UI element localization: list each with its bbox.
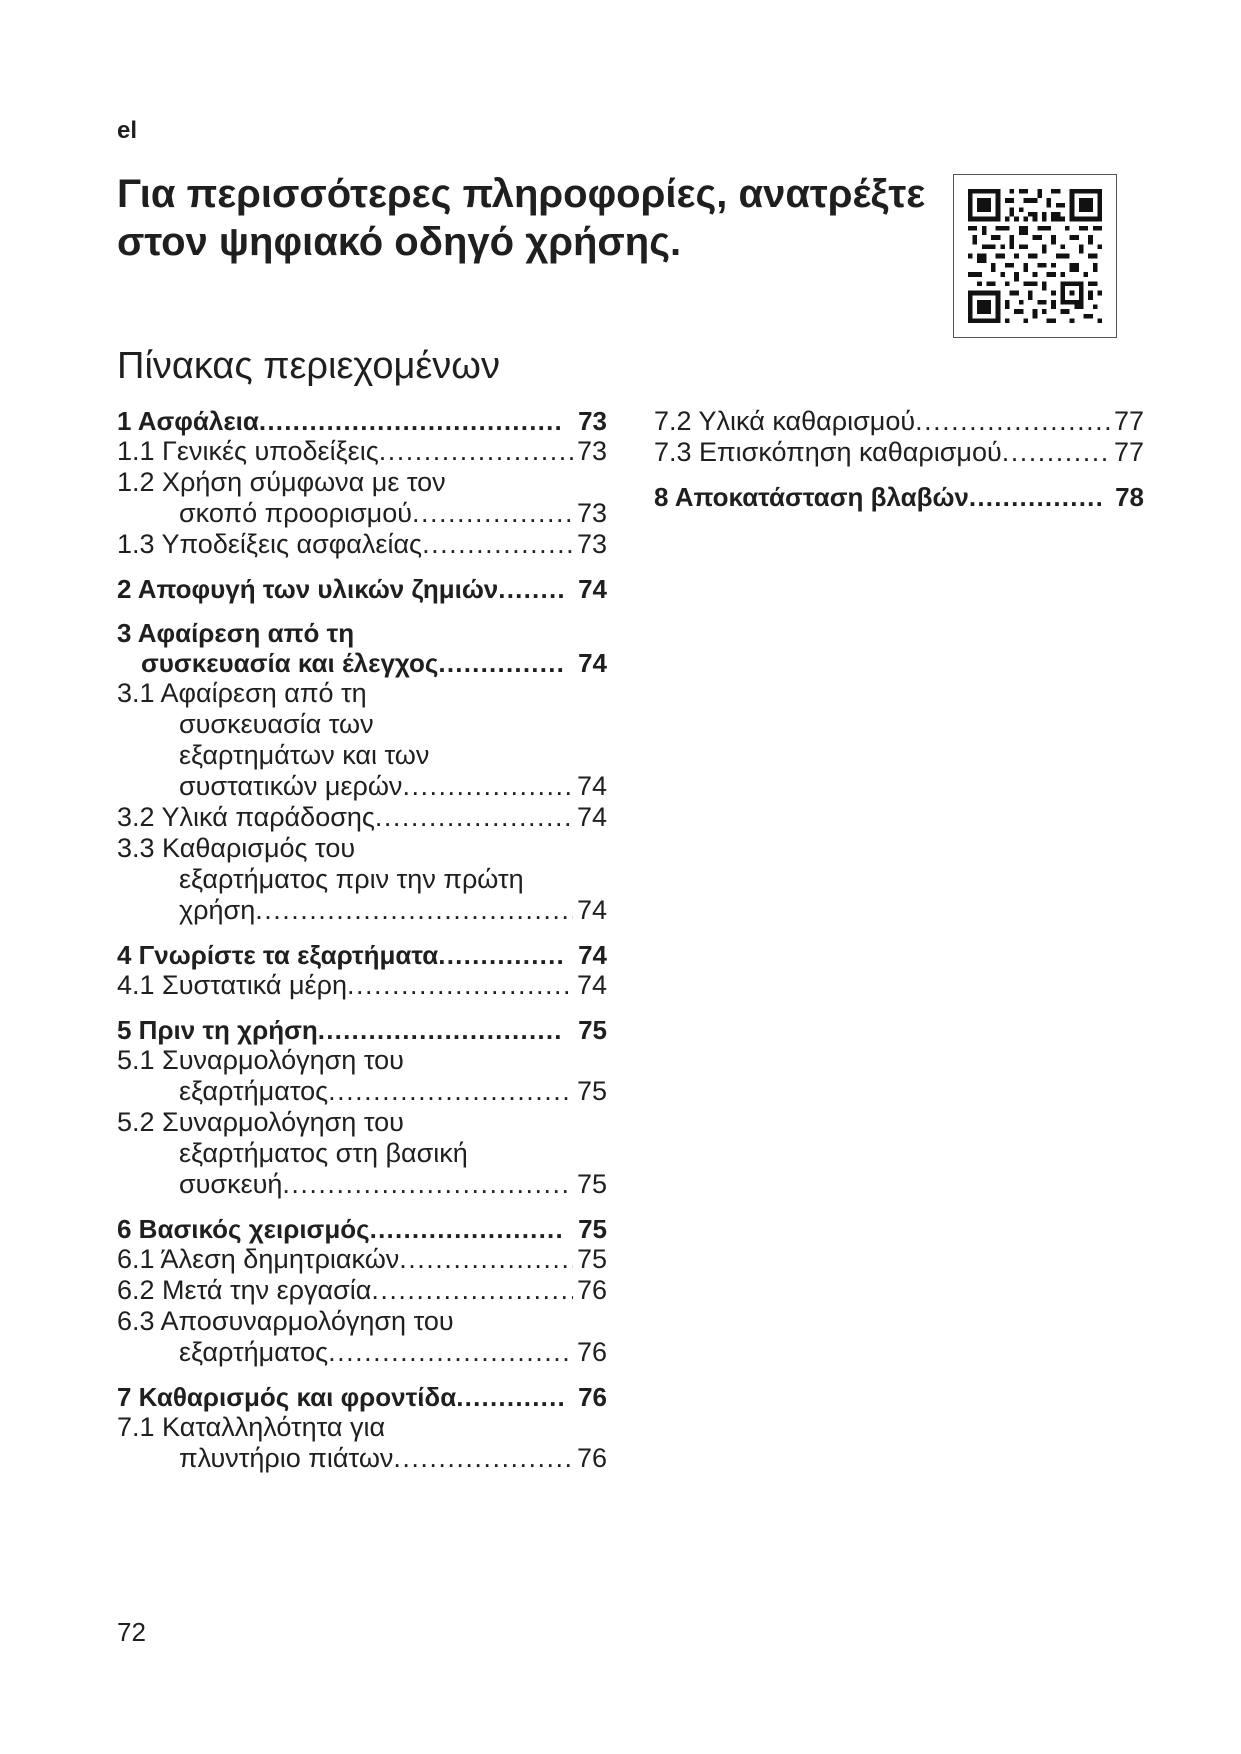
toc-page: 76 [578,1382,607,1412]
language-code: el [117,117,138,144]
toc-chapter [117,618,607,926]
toc-column-left [117,406,607,1488]
toc-chapter [117,1015,607,1200]
toc-section-entry[interactable]: 6.2 Μετά την εργασία . . . 76 [117,1275,607,1306]
toc-chapter [117,406,607,560]
toc-section-entry[interactable]: 3.1 Αφαίρεση από τη συσκευασία των εξαρτημάτων και των συστατικών μερών . . . 74 [117,678,607,802]
toc-page: 76 [576,1337,607,1367]
toc-section-entry[interactable]: 4.1 Συστατικά μέρη . . . 74 [117,970,607,1001]
toc-section-entry[interactable]: 1.3 Υποδείξεις ασφαλείας . . . 73 [117,529,607,560]
toc-section-entry[interactable]: 3.2 Υλικά παράδοσης . . . 74 [117,802,607,833]
toc-page: 78 [1115,482,1144,512]
toc-section-entry[interactable]: 7.3 Επισκόπηση καθαρισμού . . . 77 [654,437,1144,468]
qr-code-icon [968,189,1102,323]
toc-chapter [117,574,607,604]
toc-section-entry[interactable]: 7.1 Καταλληλότητα για πλυντήριο πιάτων . . . 76 [117,1412,607,1474]
toc-page: 75 [578,1015,607,1045]
toc-chapter-entry[interactable]: 3 Αφαίρεση από τη συσκευασία και έλεγχος . . . 74 [117,618,607,678]
toc-chapter-entry[interactable]: 1 Ασφάλεια . . . 73 [117,406,607,436]
toc-section-entry[interactable]: 5.1 Συναρμολόγηση του εξαρτήματος . . . 75 [117,1045,607,1107]
toc-section-entry[interactable]: 6.3 Αποσυναρμολόγηση του εξαρτήματος . . . 76 [117,1306,607,1368]
toc-chapter [117,940,607,1001]
toc-page: 73 [578,406,607,436]
toc-title: Πίνακας περιεχομένων [117,345,500,387]
toc-page: 74 [576,771,607,801]
toc-chapter [654,482,1144,512]
toc-section-entry[interactable]: 1.2 Χρήση σύμφωνα με τον σκοπό προορισμού . . . 73 [117,467,607,529]
toc-page: 74 [578,574,607,604]
toc-page: 77 [1113,406,1144,436]
toc-section-entry[interactable]: 3.3 Καθαρισμός του εξαρτήματος πριν την πρώτη χρήση . . . 74 [117,833,607,926]
toc-page: 74 [576,802,607,832]
toc-page: 76 [576,1275,607,1305]
toc-page: 77 [1113,437,1144,467]
toc-chapter-entry[interactable]: 5 Πριν τη χρήση . . . 75 [117,1015,607,1045]
toc-page: 74 [578,648,607,678]
toc-page: 74 [576,895,607,925]
toc-page: 73 [576,529,607,559]
toc-section-entry[interactable]: 1.1 Γενικές υποδείξεις . . . 73 [117,436,607,467]
toc-page: 76 [576,1443,607,1473]
toc-page: 75 [576,1169,607,1199]
toc-page: 75 [576,1244,607,1274]
digital-guide-headline: Για περισσότερες πληροφορίες, ανατρέξτε στον ψηφιακό οδηγό χρήσης. [117,172,926,264]
qr-code[interactable] [953,174,1117,338]
toc-chapter-entry[interactable]: 8 Αποκατάσταση βλαβών . . . 78 [654,482,1144,512]
toc-chapter [117,1214,607,1368]
toc-page: 74 [578,940,607,970]
toc-page: 73 [576,436,607,466]
toc-column-right [654,406,1144,526]
toc-chapter [117,1382,607,1474]
toc-section-entry[interactable]: 6.1 Άλεση δημητριακών . . . 75 [117,1244,607,1275]
toc-page: 74 [576,970,607,1000]
toc-chapter-entry[interactable]: 6 Βασικός χειρισμός . . . 75 [117,1214,607,1244]
toc-chapter-entry[interactable]: 7 Καθαρισμός και φροντίδα . . . 76 [117,1382,607,1412]
toc-page: 73 [576,498,607,528]
toc-section-entry[interactable]: 5.2 Συναρμολόγηση του εξαρτήματος στη βασική συσκευή . . . 75 [117,1107,607,1200]
toc-page: 75 [576,1076,607,1106]
toc-chapter-entry[interactable]: 4 Γνωρίστε τα εξαρτήματα . . . 74 [117,940,607,970]
page-number: 72 [117,1617,146,1647]
toc-page: 75 [578,1214,607,1244]
toc-chapter-entry[interactable]: 2 Αποφυγή των υλικών ζημιών . . . 74 [117,574,607,604]
toc-chapter [654,406,1144,468]
toc-section-entry[interactable]: 7.2 Υλικά καθαρισμού . . . 77 [654,406,1144,437]
